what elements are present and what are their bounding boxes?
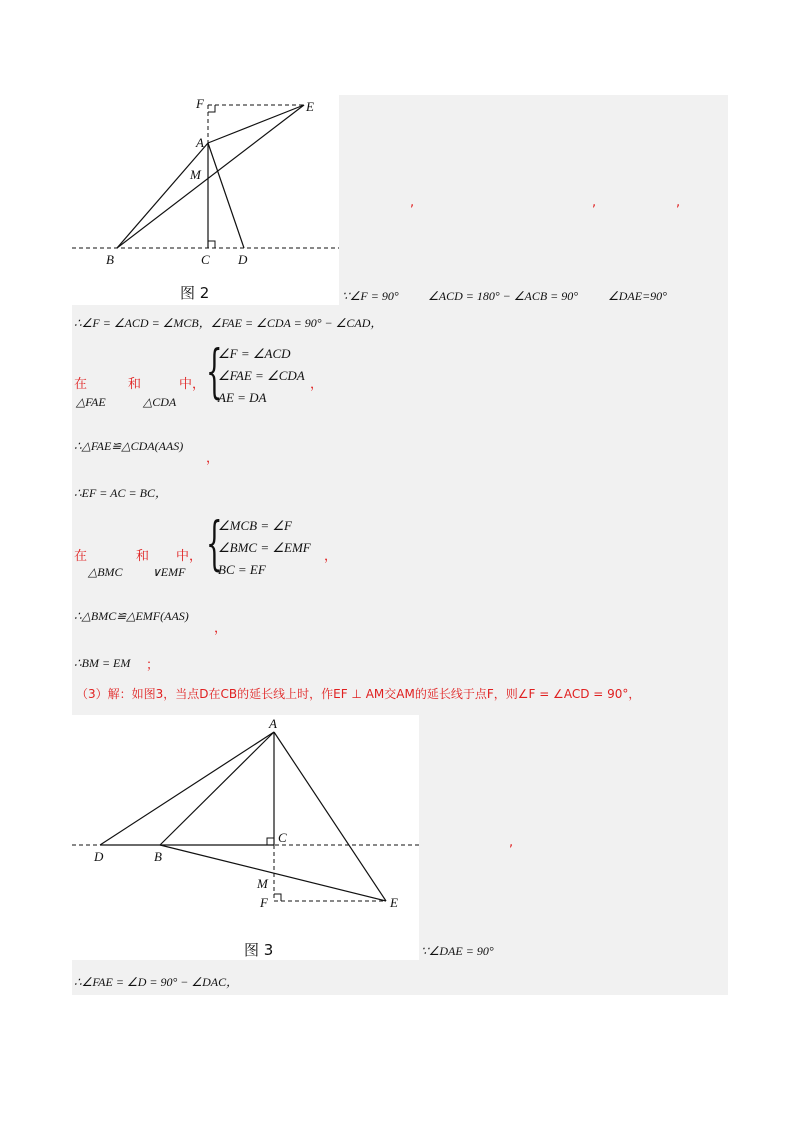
part-3-statement: （3）解：如图3，当点D在CB的延长线上时，作EF ⊥ AM交AM的延长线于点F，则∠F = ∠ACD = 90°， (76, 687, 641, 701)
system-row: ∠FAE = ∠CDA (218, 368, 305, 383)
figure-2-diagram (72, 95, 339, 305)
comma: ， (206, 451, 220, 466)
fig3-label-M: M (257, 876, 268, 891)
fig2-label-A: A (196, 135, 204, 150)
equation-system-1: { ∠F = ∠ACD ∠FAE = ∠CDA AE = DA (206, 337, 305, 405)
line-4: ∴△FAE≌△CDA(AAS) (74, 439, 184, 453)
fig3-label-F: F (260, 895, 268, 910)
comma: , (592, 195, 597, 210)
line-5: ∴EF = AC = BC， (74, 486, 167, 500)
system-row: ∠MCB = ∠F (218, 518, 292, 533)
figure-3-diagram (72, 715, 419, 960)
line-11: ∴∠FAE = ∠D = 90° − ∠DAC， (74, 975, 239, 989)
triangle-BMC: △BMC (88, 565, 123, 579)
word-zai: 在 (74, 377, 88, 392)
word-he: 和 (136, 549, 150, 564)
figure-3-caption: 图 3 (244, 941, 274, 959)
line-2: ∴∠F = ∠ACD = ∠MCB，∠FAE = ∠CDA = 90° − ∠CAD， (74, 316, 383, 330)
semicolon: ； (146, 658, 160, 673)
fig2-label-B: B (106, 252, 114, 267)
system-row: ∠F = ∠ACD (218, 346, 291, 361)
system-row: BC = EF (218, 562, 266, 577)
triangle-CDA: △CDA (143, 395, 177, 409)
line-1c: ∠DAE=90° (608, 289, 667, 303)
triangle-FAE: △FAE (76, 395, 106, 409)
line-10: ∵∠DAE = 90° (421, 944, 494, 958)
figure-2 (72, 95, 339, 305)
line-8: ∴BM = EM (74, 656, 131, 670)
fig2-label-F: F (196, 96, 204, 111)
word-zhong: 中， (179, 377, 206, 392)
word-zhong: 中， (176, 549, 203, 564)
line-1a: ∵∠F = 90° (342, 289, 399, 303)
fig3-label-C: C (278, 830, 287, 845)
figure-3 (72, 715, 419, 960)
solution-block-2 (72, 305, 728, 715)
comma: ， (310, 377, 324, 392)
fig2-label-M: M (190, 167, 201, 182)
fig2-label-C: C (201, 252, 210, 267)
word-he: 和 (128, 377, 142, 392)
fig3-label-E: E (390, 895, 398, 910)
fig2-label-E: E (306, 99, 314, 114)
comma: , (509, 835, 514, 850)
comma: , (676, 195, 681, 210)
fig2-label-D: D (238, 252, 248, 267)
fig3-label-B: B (154, 849, 162, 864)
comma: ， (324, 549, 338, 564)
word-zai: 在 (74, 549, 88, 564)
triangle-EMF: ∨EMF (152, 565, 186, 579)
equation-system-2: { ∠MCB = ∠F ∠BMC = ∠EMF BC = EF (206, 509, 311, 577)
line-1b: ∠ACD = 180° − ∠ACB = 90° (428, 289, 579, 303)
comma: ， (214, 621, 228, 636)
comma: , (410, 195, 415, 210)
line-7: ∴△BMC≌△EMF(AAS) (74, 609, 189, 623)
fig3-label-D: D (94, 849, 104, 864)
system-row: AE = DA (218, 390, 267, 405)
figure-2-caption: 图 2 (180, 284, 210, 302)
system-row: ∠BMC = ∠EMF (218, 540, 311, 555)
fig3-label-A: A (269, 716, 277, 731)
